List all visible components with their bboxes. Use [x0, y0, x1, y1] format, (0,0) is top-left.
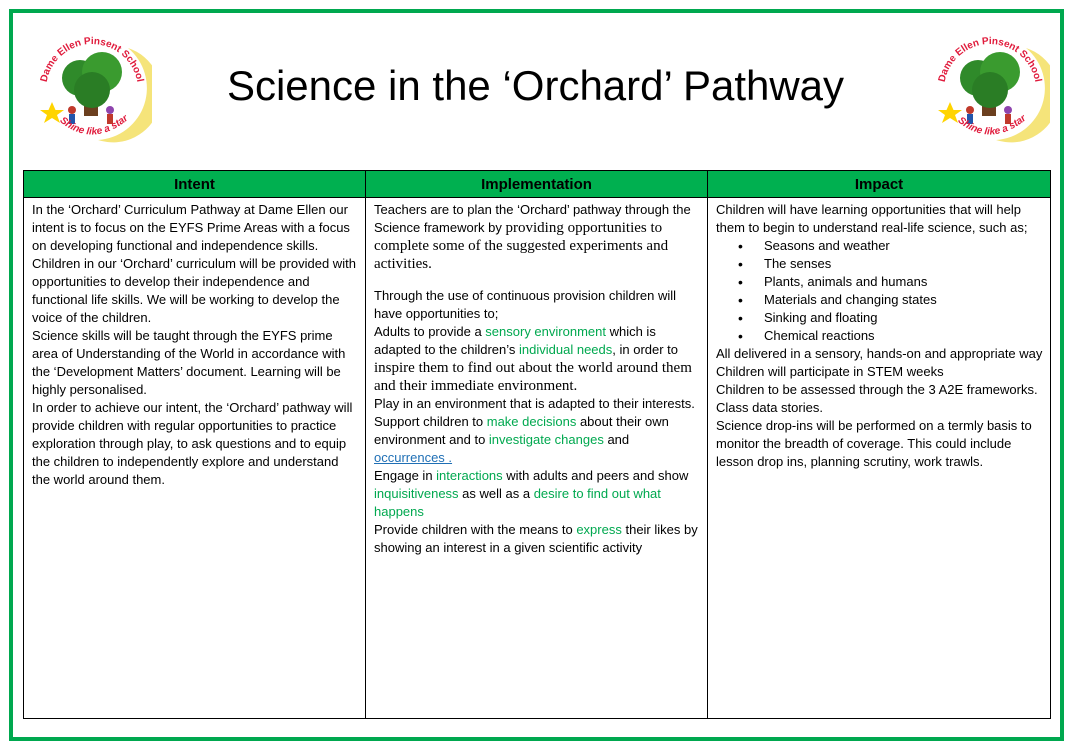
- column-header-intent: Intent: [24, 171, 366, 198]
- impact-paragraph: Children will have learning opportunities that will help them to begin to understand real-life science, such as;: [716, 202, 1028, 235]
- intent-cell: [24, 198, 366, 719]
- implementation-paragraph: Teachers are to plan the ‘Orchard’ pathway through the Science framework by providing opportunities to complete some of the suggested experiments and activities.: [374, 202, 691, 272]
- implementation-cell: [366, 198, 708, 719]
- impact-paragraph: Children will participate in STEM weeks: [716, 364, 944, 379]
- highlight-text: make decisions: [486, 414, 577, 429]
- list-item: • Plants, animals and humans: [764, 273, 1043, 291]
- impact-cell: [708, 198, 1051, 719]
- logo-motto: Shine like a star: [955, 113, 1029, 138]
- intent-paragraph: Children in our ‘Orchard’ curriculum will be provided with opportunities to develop their independence and functional life skills. We will be working to develop the voice of the children.: [32, 256, 356, 325]
- highlight-text: inquisitiveness: [374, 486, 459, 501]
- science-pathway-table: [23, 170, 1051, 719]
- logo-motto: Shine like a star: [57, 113, 131, 138]
- column-header-impact: Impact: [708, 171, 1051, 198]
- intent-paragraph: Science skills will be taught through the EYFS prime area of Understanding of the World in accordance with the ‘Development Matters’ document. Learning will be highly personalised.: [32, 328, 346, 397]
- logo-school-name: Dame Ellen Pinsent School: [936, 35, 1044, 84]
- table-header-row: [24, 171, 1051, 198]
- list-item: • Seasons and weather: [764, 237, 1043, 255]
- impact-paragraph: Class data stories.: [716, 400, 823, 415]
- column-header-implementation: Implementation: [366, 171, 708, 198]
- impact-paragraph: All delivered in a sensory, hands-on and appropriate way: [716, 346, 1043, 361]
- highlight-text: investigate changes: [488, 432, 604, 447]
- impact-paragraph: Children to be assessed through the 3 A2E frameworks.: [716, 382, 1038, 397]
- list-item: • Chemical reactions: [764, 327, 1043, 345]
- highlight-text: express: [576, 522, 622, 537]
- intent-paragraph: In order to achieve our intent, the ‘Orchard’ pathway will provide children with regular opportunities to practice exploration through play, to ask questions and to equip the children to independently explore and understand the world around them.: [32, 400, 353, 487]
- list-item: • The senses: [764, 255, 1043, 273]
- impact-paragraph: Science drop-ins will be performed on a termly basis to monitor the breadth of coverage. This could include lesson drop ins, planning scrutiny, work trawls.: [716, 418, 1032, 469]
- page-title: Science in the ‘Orchard’ Pathway: [226, 62, 845, 109]
- table-row: [24, 198, 1051, 719]
- science-topics-list: [716, 237, 1043, 345]
- highlight-text: sensory environment: [485, 324, 606, 339]
- implementation-paragraph: Play in an environment that is adapted to their interests. Support children to make decisions about their own environment and to investigate changes and occurrences .: [374, 396, 695, 465]
- implementation-paragraph: Through the use of continuous provision children will have opportunities to;: [374, 288, 677, 321]
- intent-paragraph: In the ‘Orchard’ Curriculum Pathway at Dame Ellen our intent is to focus on the EYFS Prime Areas with a focus on developing functional and independence skills.: [32, 202, 350, 253]
- highlight-text: desire to find out what happens: [374, 486, 661, 519]
- underlined-text: occurrences .: [374, 450, 453, 465]
- list-item: • Sinking and floating: [764, 309, 1043, 327]
- logo-school-name: Dame Ellen Pinsent School: [38, 35, 146, 84]
- implementation-paragraph: Engage in interactions with adults and peers and show inquisitiveness as well as a desire to find out what happens: [374, 468, 689, 519]
- list-item: • Materials and changing states: [764, 291, 1043, 309]
- implementation-paragraph: Provide children with the means to express their likes by showing an interest in a given scientific activity: [374, 522, 698, 555]
- highlight-text: interactions: [436, 468, 503, 483]
- highlight-text: individual needs: [519, 342, 613, 357]
- implementation-paragraph: Adults to provide a sensory environment which is adapted to the children’s individual needs, in order to inspire them to find out about the world around them and their immediate environment.: [374, 324, 692, 394]
